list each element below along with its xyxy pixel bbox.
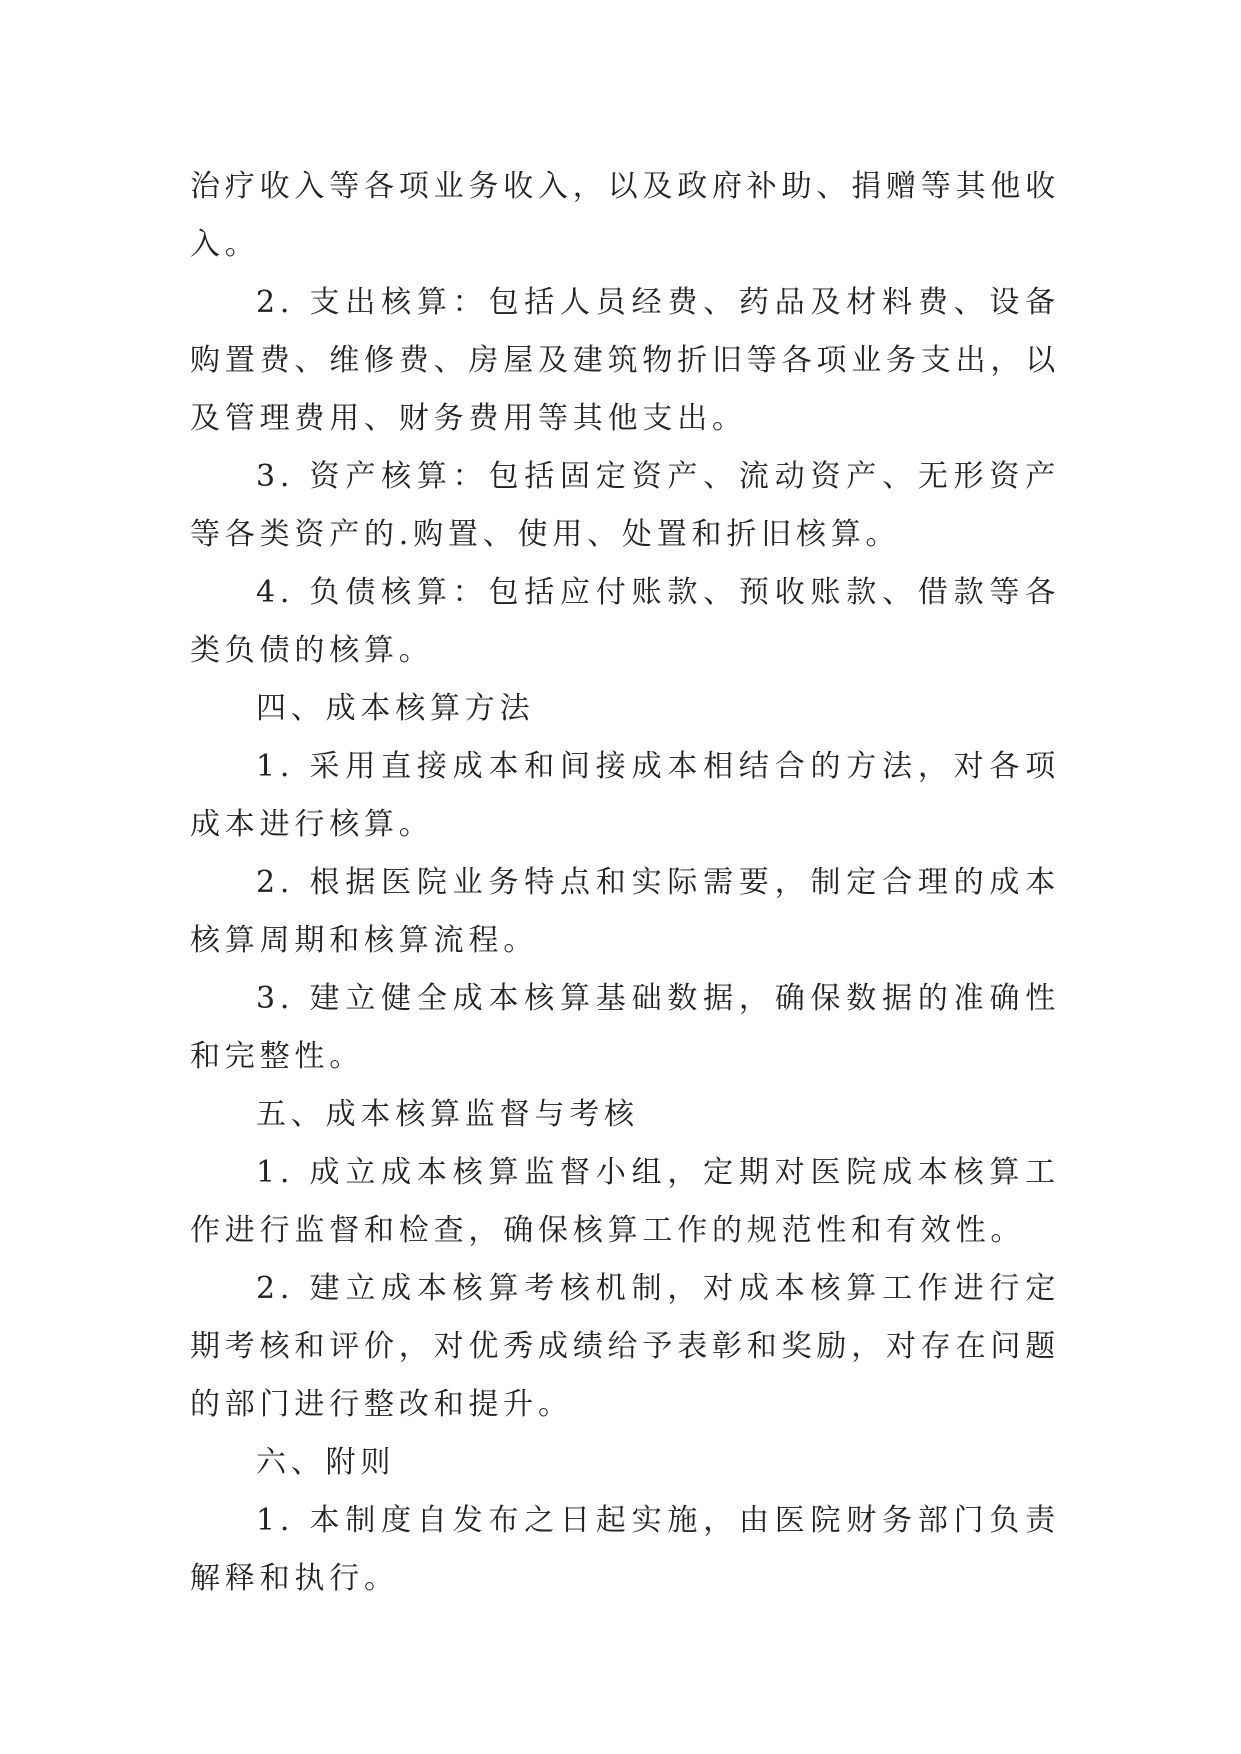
paragraph-supervision-1: 1. 成立成本核算监督小组，定期对医院成本核算工作进行监督和检查，确保核算工作的规范性和有效性。 xyxy=(190,1155,1060,1248)
document-body xyxy=(190,158,1060,1608)
paragraph-liability-accounting: 4. 负债核算：包括应付账款、预收账款、借款等各类负债的核算。 xyxy=(190,575,1060,668)
paragraph-method-1: 1. 采用直接成本和间接成本相结合的方法，对各项成本进行核算。 xyxy=(190,749,1060,842)
section-heading-cost-methods: 四、成本核算方法 xyxy=(256,691,535,726)
paragraph-expense-accounting: 2. 支出核算：包括人员经费、药品及材料费、设备购置费、维修费、房屋及建筑物折旧等各项业务支出，以及管理费用、财务费用等其他支出。 xyxy=(190,285,1060,436)
paragraph-method-2: 2. 根据医院业务特点和实际需要，制定合理的成本核算周期和核算流程。 xyxy=(190,865,1060,958)
paragraph-method-3: 3. 建立健全成本核算基础数据，确保数据的准确性和完整性。 xyxy=(190,981,1060,1074)
paragraph-asset-accounting: 3. 资产核算：包括固定资产、流动资产、无形资产等各类资产的.购置、使用、处置和折旧核算。 xyxy=(190,459,1060,552)
paragraph-income-continuation: 治疗收入等各项业务收入，以及政府补助、捐赠等其他收入。 xyxy=(190,169,1060,262)
paragraph-supplementary-1: 1. 本制度自发布之日起实施，由医院财务部门负责解释和执行。 xyxy=(190,1503,1060,1596)
paragraph-supervision-2: 2. 建立成本核算考核机制，对成本核算工作进行定期考核和评价，对优秀成绩给予表彰和奖励，对存在问题的部门进行整改和提升。 xyxy=(190,1271,1060,1422)
section-heading-supplementary: 六、附则 xyxy=(256,1445,396,1480)
section-heading-supervision: 五、成本核算监督与考核 xyxy=(256,1097,639,1132)
